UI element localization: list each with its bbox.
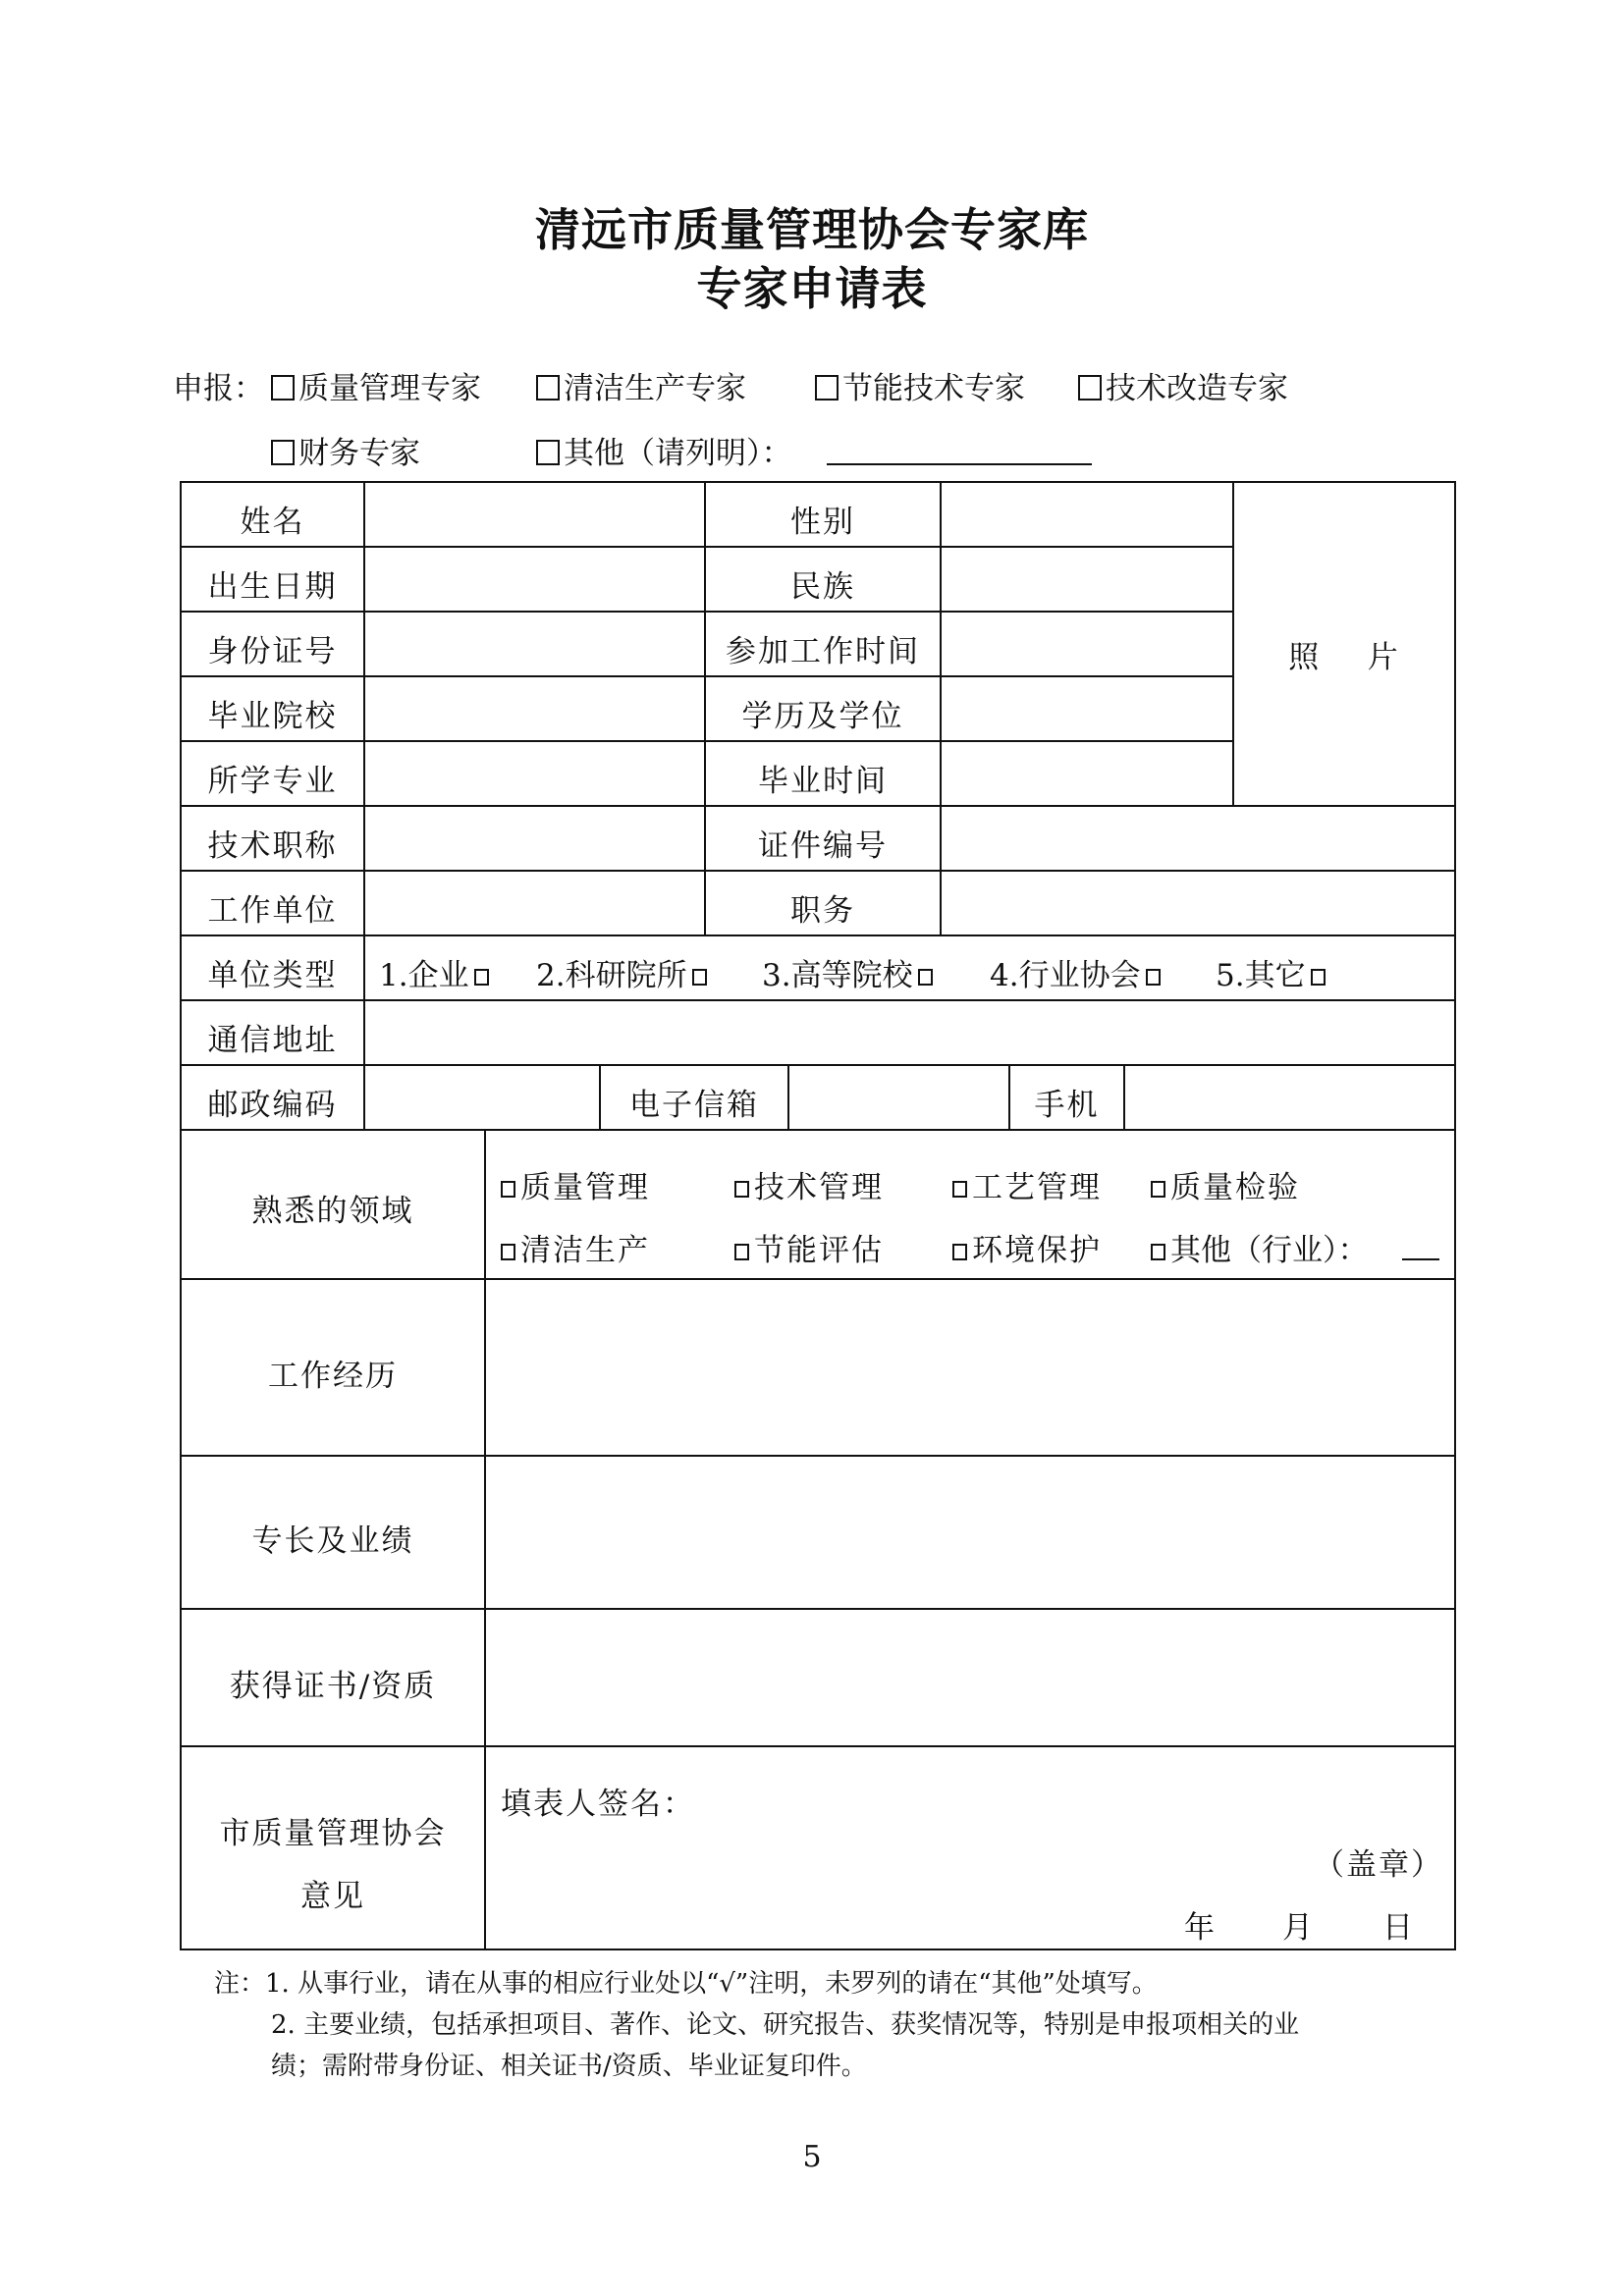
label-mobile: 手机	[1034, 1088, 1100, 1123]
field-process-mgmt[interactable]: 工艺管理	[952, 1162, 1102, 1206]
field-environment[interactable]: 环境保护	[952, 1225, 1102, 1269]
page-number: 5	[802, 2140, 822, 2174]
unit-type-association[interactable]: 4.行业协会	[990, 950, 1161, 994]
photo-area[interactable]: 照 片	[1288, 640, 1400, 675]
input-postcode[interactable]	[365, 1066, 599, 1129]
label-ethnic: 民族	[790, 569, 855, 605]
field-clean-production[interactable]: 清洁生产	[501, 1225, 650, 1269]
declare-option-tech[interactable]: 技术改造专家	[1078, 363, 1288, 407]
signer-label: 填表人签名：	[501, 1787, 695, 1822]
input-major[interactable]	[365, 742, 704, 805]
document-subtitle: 专家申请表	[696, 262, 928, 315]
input-school[interactable]	[365, 677, 704, 740]
input-employer[interactable]	[365, 872, 704, 934]
input-grad-time[interactable]	[942, 742, 1232, 805]
label-email: 电子信箱	[629, 1088, 759, 1123]
label-grad-time: 毕业时间	[758, 764, 888, 799]
label-specialty: 专长及业绩	[251, 1523, 414, 1559]
input-address[interactable]	[365, 1001, 1454, 1064]
input-birth[interactable]	[365, 548, 704, 611]
declare-option-clean[interactable]: 清洁生产专家	[536, 363, 746, 407]
label-position: 职务	[790, 893, 855, 929]
label-name: 姓名	[240, 505, 305, 540]
input-name[interactable]	[365, 483, 704, 546]
field-other-blank[interactable]	[1402, 1258, 1439, 1260]
input-email[interactable]	[789, 1066, 1008, 1129]
input-certificates[interactable]	[486, 1610, 1454, 1745]
declare-option-other[interactable]: 其他（请列明）：	[536, 428, 792, 472]
field-tech-mgmt[interactable]: 技术管理	[734, 1162, 884, 1206]
input-work-start[interactable]	[942, 613, 1232, 675]
label-fields: 熟悉的领域	[251, 1194, 414, 1229]
input-experience[interactable]	[486, 1280, 1454, 1455]
field-quality-inspection[interactable]: 质量检验	[1151, 1162, 1300, 1206]
label-work-start: 参加工作时间	[726, 634, 920, 669]
label-major: 所学专业	[207, 764, 338, 799]
input-mobile[interactable]	[1125, 1066, 1454, 1129]
label-unit-type: 单位类型	[207, 958, 338, 993]
date-month: 月	[1282, 1910, 1315, 1946]
note-2-cont: 绩；需附带身份证、相关证书/资质、毕业证复印件。	[271, 2052, 867, 2081]
input-position[interactable]	[942, 872, 1454, 934]
label-id: 身份证号	[207, 634, 338, 669]
input-gender[interactable]	[942, 483, 1232, 546]
document-title: 清远市质量管理协会专家库	[535, 203, 1089, 256]
label-address: 通信地址	[207, 1023, 338, 1058]
label-opinion-2: 意见	[300, 1879, 365, 1914]
input-specialty[interactable]	[486, 1457, 1454, 1608]
label-experience: 工作经历	[268, 1359, 398, 1394]
unit-type-other[interactable]: 5.其它	[1216, 950, 1326, 994]
label-birth: 出生日期	[207, 569, 338, 605]
input-title[interactable]	[365, 807, 704, 870]
declare-option-finance[interactable]: 财务专家	[271, 428, 420, 472]
label-cert-no: 证件编号	[758, 828, 888, 864]
input-degree[interactable]	[942, 677, 1232, 740]
note-1: 注：1. 从事行业，请在从事的相应行业处以“√”注明，未罗列的请在“其他”处填写。	[214, 1969, 1158, 1999]
date-day: 日	[1382, 1910, 1415, 1946]
field-energy-assessment[interactable]: 节能评估	[734, 1225, 884, 1269]
declare-label: 申报：	[173, 371, 264, 406]
date-year: 年	[1184, 1910, 1217, 1946]
input-ethnic[interactable]	[942, 548, 1232, 611]
declare-option-quality[interactable]: 质量管理专家	[271, 363, 481, 407]
label-school: 毕业院校	[207, 699, 338, 734]
declare-option-energy[interactable]: 节能技术专家	[815, 363, 1025, 407]
field-other[interactable]: 其他（行业）：	[1151, 1225, 1369, 1269]
input-cert-no[interactable]	[942, 807, 1454, 870]
label-certificates: 获得证书/资质	[229, 1669, 437, 1704]
label-postcode: 邮政编码	[207, 1088, 338, 1123]
label-gender: 性别	[790, 505, 855, 540]
declare-other-field[interactable]	[827, 463, 1092, 465]
label-degree: 学历及学位	[741, 699, 904, 734]
input-id[interactable]	[365, 613, 704, 675]
unit-type-enterprise[interactable]: 1.企业	[379, 950, 489, 994]
unit-type-university[interactable]: 3.高等院校	[762, 950, 933, 994]
label-title: 技术职称	[207, 828, 338, 864]
label-employer: 工作单位	[207, 893, 338, 929]
note-2: 2. 主要业绩，包括承担项目、著作、论文、研究报告、获奖情况等，特别是申报项相关的业	[271, 2010, 1300, 2040]
unit-type-research[interactable]: 2.科研院所	[536, 950, 707, 994]
field-quality-mgmt[interactable]: 质量管理	[501, 1162, 650, 1206]
label-opinion: 市质量管理协会	[219, 1816, 447, 1851]
seal-label: （盖章）	[1314, 1847, 1443, 1883]
